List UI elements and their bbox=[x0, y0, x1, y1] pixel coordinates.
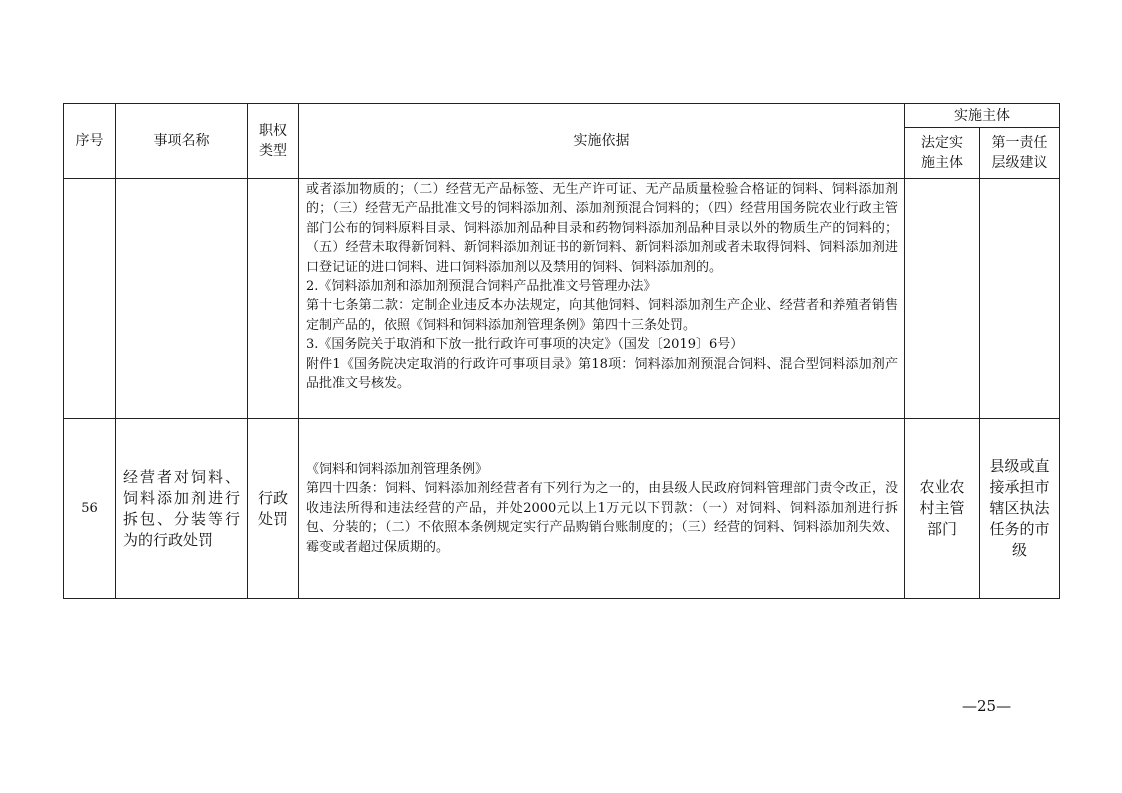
header-legal-subject: 法定实施主体 bbox=[905, 128, 980, 179]
row-item-name bbox=[116, 179, 248, 419]
basis-paragraph: 或者添加物质的；（二）经营无产品标签、无生产许可证、无产品质量检验合格证的饲料、饲料添加剂的；（三）经营无产品批准文号的饲料添加剂、添加剂预混合饲料的；（四）经营用国务院农业行政主管部门公布的饲料原料目录、饲料添加剂品种目录和药物饲料添加剂品种目录以外的物质生产的饲料的；（五）经营未取得新饲料、新饲料添加剂证书的新饲料、新饲料添加剂或者未取得饲料、饲料添加剂进口登记证的进口饲料、进口饲料添加剂以及禁用的饲料、饲料添加剂的。 bbox=[306, 182, 898, 275]
row-item-name: 经营者对饲料、饲料添加剂进行拆包、分装等行为的行政处罚 bbox=[116, 419, 248, 599]
row-index bbox=[64, 179, 116, 419]
table-row bbox=[64, 419, 1060, 599]
row-index: 56 bbox=[64, 419, 116, 599]
basis-paragraph: 2.《饲料添加剂和添加剂预混合饲料产品批准文号管理办法》 bbox=[306, 279, 657, 295]
row-legal-subject bbox=[905, 179, 980, 419]
row-first-responsibility bbox=[980, 179, 1060, 419]
basis-paragraph: 附件1《国务院决定取消的行政许可事项目录》第18项：饲料添加剂预混合饲料、混合型饲料添加剂产品批准文号核发。 bbox=[306, 356, 898, 392]
basis-paragraph: 第十七条第二款：定制企业违反本办法规定，向其他饲料、饲料添加剂生产企业、经营者和养殖者销售定制产品的，依照《饲料和饲料添加剂管理条例》第四十三条处罚。 bbox=[306, 298, 898, 333]
row-basis bbox=[299, 419, 905, 599]
header-power-type: 职权类型 bbox=[248, 104, 299, 179]
enforcement-items-table bbox=[63, 103, 1060, 599]
header-index: 序号 bbox=[64, 104, 116, 179]
row-first-responsibility: 县级或直接承担市辖区执法任务的市级 bbox=[980, 419, 1060, 599]
table-row bbox=[64, 179, 1060, 419]
header-item-name: 事项名称 bbox=[116, 104, 248, 179]
header-basis: 实施依据 bbox=[299, 104, 905, 179]
header-first-responsibility: 第一责任层级建议 bbox=[980, 128, 1060, 179]
row-legal-subject: 农业农村主管部门 bbox=[905, 419, 980, 599]
row-power-type bbox=[248, 179, 299, 419]
basis-paragraph: 《饲料和饲料添加剂管理条例》 bbox=[306, 461, 489, 477]
header-subject-group: 实施主体 bbox=[905, 104, 1060, 128]
header-row-1 bbox=[64, 104, 1060, 128]
page-number: —25— bbox=[962, 697, 1012, 715]
row-basis bbox=[299, 179, 905, 419]
row-power-type: 行政处罚 bbox=[248, 419, 299, 599]
basis-paragraph: 3.《国务院关于取消和下放一批行政许可事项的决定》（国发〔2019〕6号） bbox=[306, 337, 744, 353]
basis-paragraph: 第四十四条：饲料、饲料添加剂经营者有下列行为之一的，由县级人民政府饲料管理部门责令改正，没收违法所得和违法经营的产品，并处2000元以上1万元以下罚款：（一）对饲料、饲料添加剂进行拆包、分装的；（二）不依照本条例规定实行产品购销台账制度的；（三）经营的饲料、饲料添加剂失效、霉变或者超过保质期的。 bbox=[306, 481, 898, 555]
